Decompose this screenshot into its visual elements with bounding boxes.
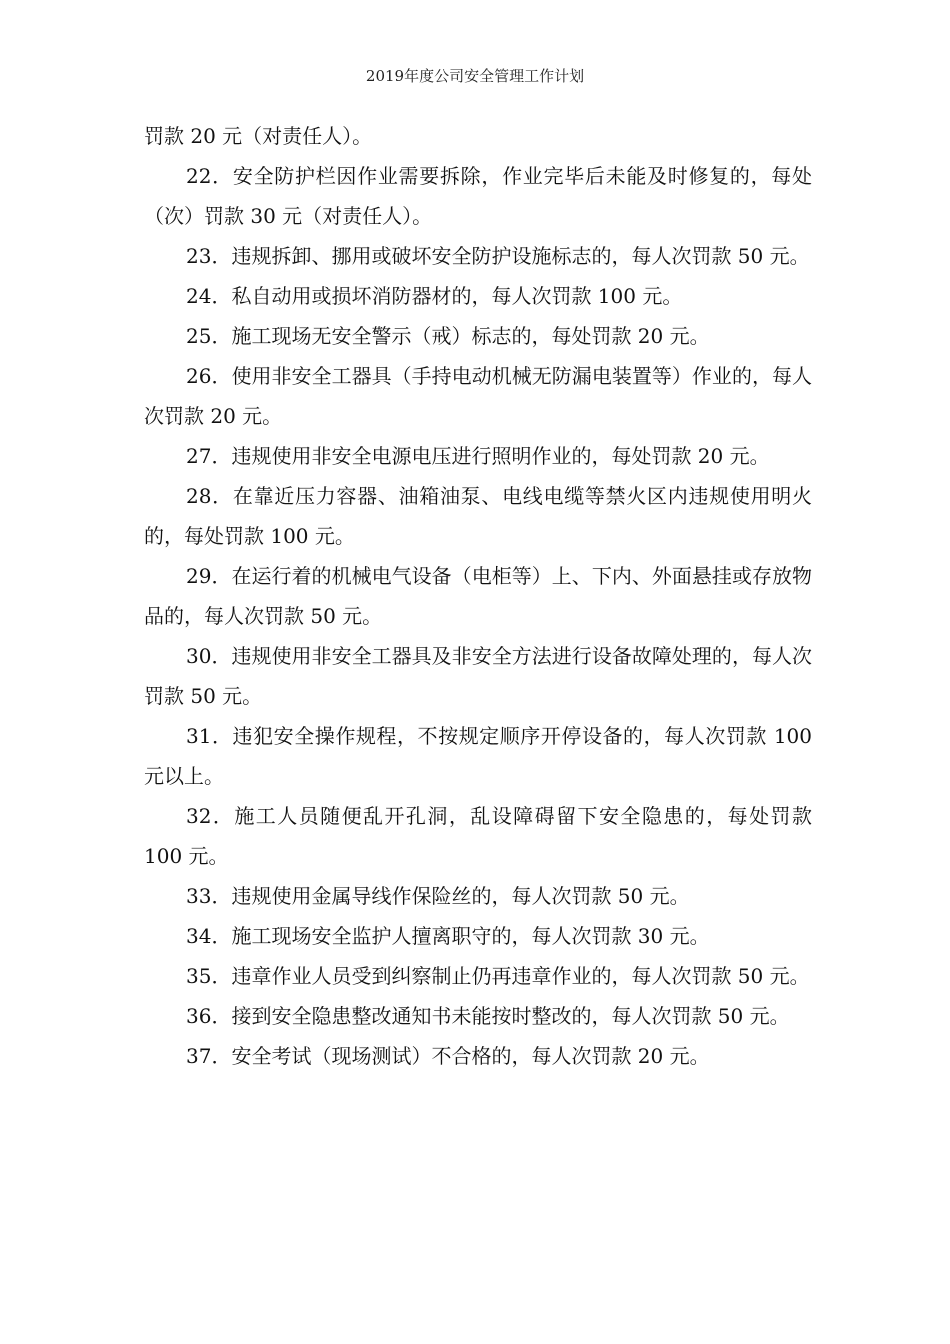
paragraph-item-30: 30．违规使用非安全工器具及非安全方法进行设备故障处理的，每人次罚款 50 元。: [144, 644, 812, 708]
paragraph-item-35: 35．违章作业人员受到纠察制止仍再违章作业的，每人次罚款 50 元。: [186, 964, 810, 988]
paragraph-item-23: 23．违规拆卸、挪用或破坏安全防护设施标志的，每人次罚款 50 元。: [186, 244, 810, 268]
paragraph-item-29: 29．在运行着的机械电气设备（电柜等）上、下内、外面悬挂或存放物品的，每人次罚款 50 元。: [144, 564, 812, 628]
paragraph-item-33: 33．违规使用金属导线作保险丝的，每人次罚款 50 元。: [186, 884, 690, 908]
paragraph-item-36: 36．接到安全隐患整改通知书未能按时整改的，每人次罚款 50 元。: [186, 1004, 790, 1028]
paragraph-item-25: 25．施工现场无安全警示（戒）标志的，每处罚款 20 元。: [186, 324, 710, 348]
paragraph-item-37: 37．安全考试（现场测试）不合格的，每人次罚款 20 元。: [186, 1044, 710, 1068]
paragraph-item-26: 26．使用非安全工器具（手持电动机械无防漏电装置等）作业的，每人次罚款 20 元。: [144, 364, 812, 428]
paragraph-item-24: 24．私自动用或损坏消防器材的，每人次罚款 100 元。: [186, 284, 683, 308]
paragraph-item-34: 34．施工现场安全监护人擅离职守的，每人次罚款 30 元。: [186, 924, 710, 948]
paragraph-item-22: 22．安全防护栏因作业需要拆除，作业完毕后未能及时修复的，每处（次）罚款 30 元（对责任人）。: [144, 164, 812, 228]
document-body: [144, 116, 812, 1076]
paragraph-item-27: 27．违规使用非安全电源电压进行照明作业的，每处罚款 20 元。: [186, 444, 770, 468]
paragraph-continuation: 罚款 20 元（对责任人）。: [144, 124, 373, 148]
paragraph-item-32: 32．施工人员随便乱开孔洞，乱设障碍留下安全隐患的，每处罚款 100 元。: [144, 804, 812, 868]
paragraph-item-31: 31．违犯安全操作规程，不按规定顺序开停设备的，每人次罚款 100 元以上。: [144, 724, 812, 788]
paragraph-item-28: 28．在靠近压力容器、油箱油泵、电线电缆等禁火区内违规使用明火的，每处罚款 100 元。: [144, 484, 812, 548]
page-header: 2019年度公司安全管理工作计划: [365, 67, 585, 85]
